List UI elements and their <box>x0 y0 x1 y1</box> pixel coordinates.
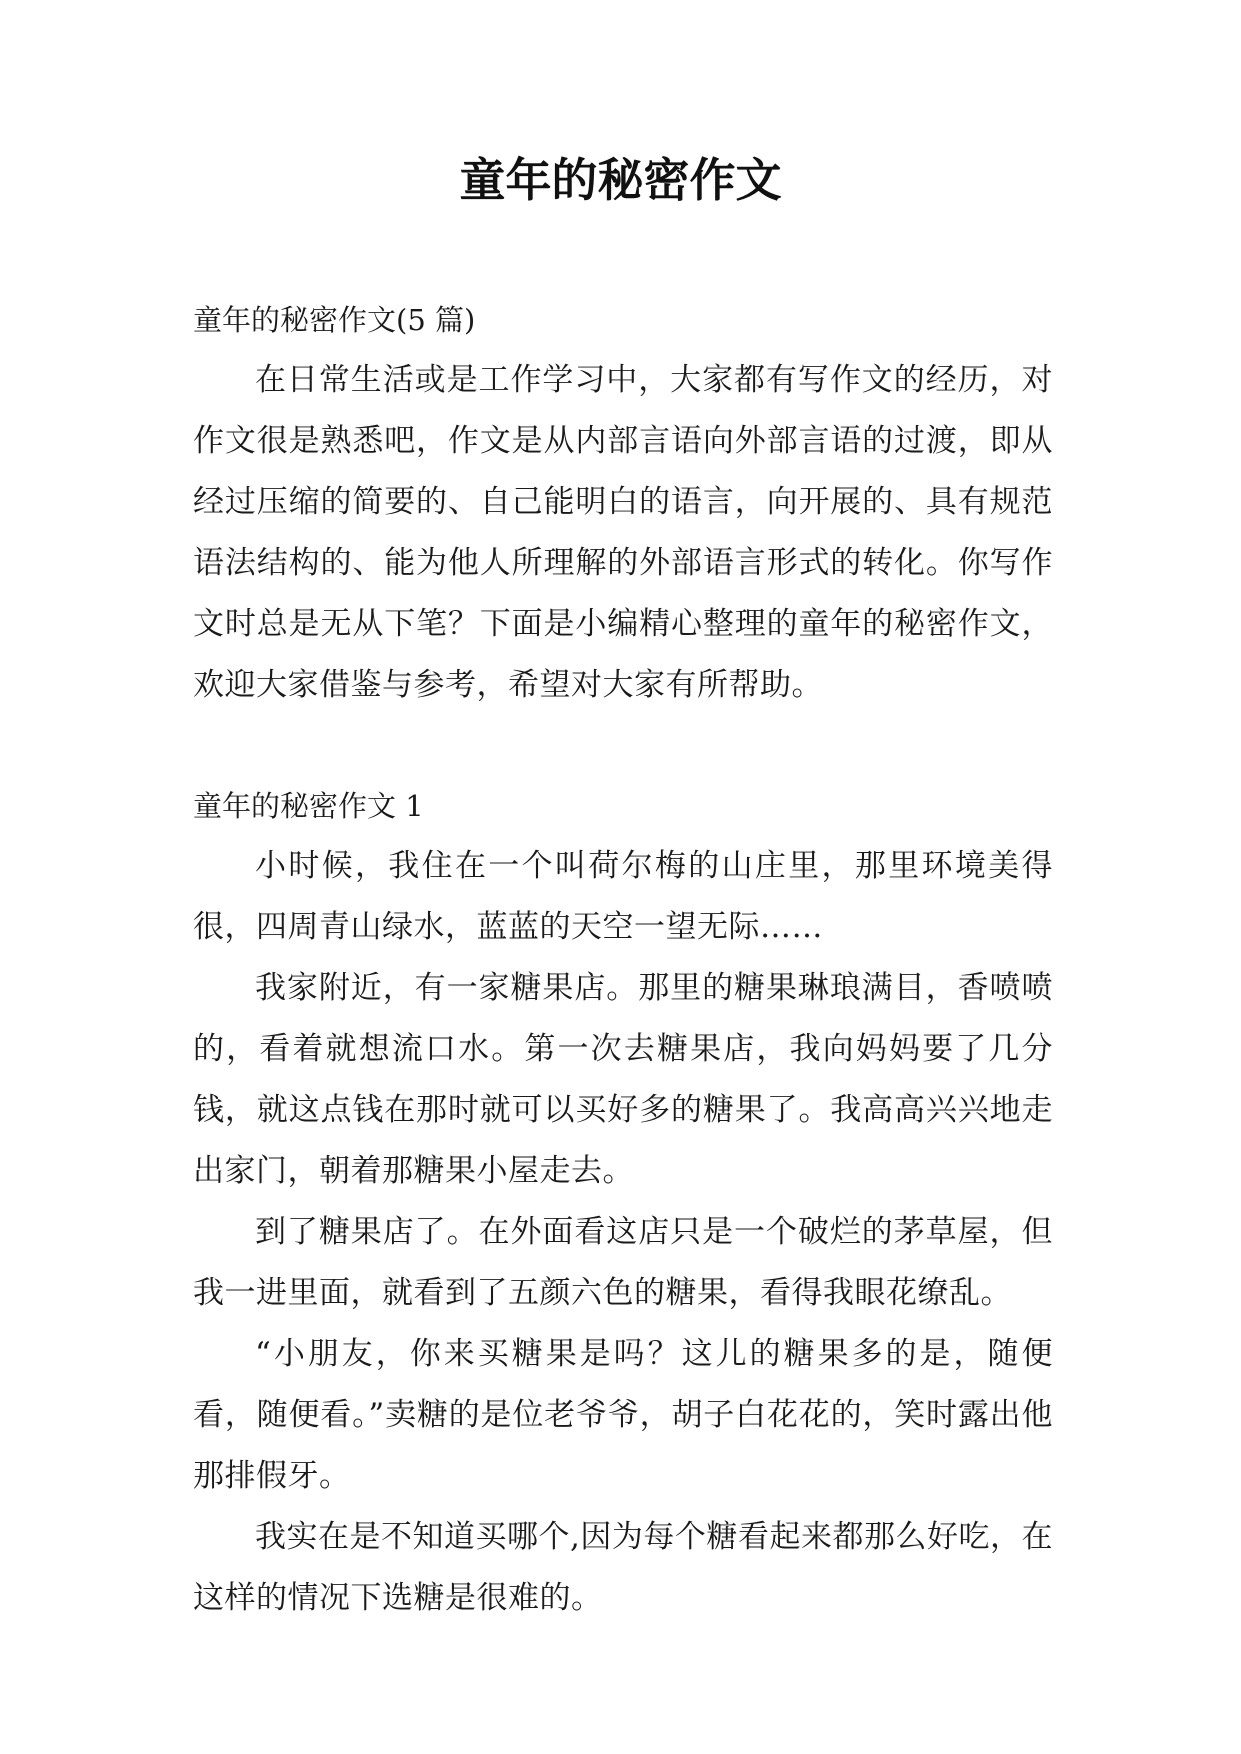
body-paragraph: 到了糖果店了。在外面看这店只是一个破烂的茅草屋，但我一进里面，就看到了五颜六色的糖果，看得我眼花缭乱。 <box>193 1214 1053 1311</box>
intro-paragraph: 在日常生活或是工作学习中，大家都有写作文的经历，对作文很是熟悉吧，作文是从内部言语向外部言语的过渡，即从经过压缩的简要的、自己能明白的语言，向开展的、具有规范语法结构的、能为他人所理解的外部语言形式的转化。你写作文时总是无从下笔？下面是小编精心整理的童年的秘密作文，欢迎大家借鉴与参考，希望对大家有所帮助。 <box>193 362 1053 703</box>
document-body <box>193 290 1053 1629</box>
document-subtitle: 童年的秘密作文(5 篇) <box>193 303 476 337</box>
body-paragraph: 小时候，我住在一个叫荷尔梅的山庄里，那里环境美得很，四周青山绿水，蓝蓝的天空一望无际…… <box>193 848 1053 945</box>
document-title: 童年的秘密作文 <box>459 153 782 207</box>
section-heading: 童年的秘密作文 1 <box>193 789 424 823</box>
section-spacer <box>193 716 1053 776</box>
body-paragraph: 我实在是不知道买哪个,因为每个糖看起来都那么好吃，在这样的情况下选糖是很难的。 <box>193 1519 1053 1616</box>
body-paragraph: “小朋友，你来买糖果是吗？这儿的糖果多的是，随便看，随便看。”卖糖的是位老爷爷，胡子白花花的，笑时露出他那排假牙。 <box>193 1336 1053 1494</box>
body-paragraph: 我家附近，有一家糖果店。那里的糖果琳琅满目，香喷喷的，看着就想流口水。第一次去糖果店，我向妈妈要了几分钱，就这点钱在那时就可以买好多的糖果了。我高高兴兴地走出家门，朝着那糖果小屋走去。 <box>193 970 1053 1189</box>
